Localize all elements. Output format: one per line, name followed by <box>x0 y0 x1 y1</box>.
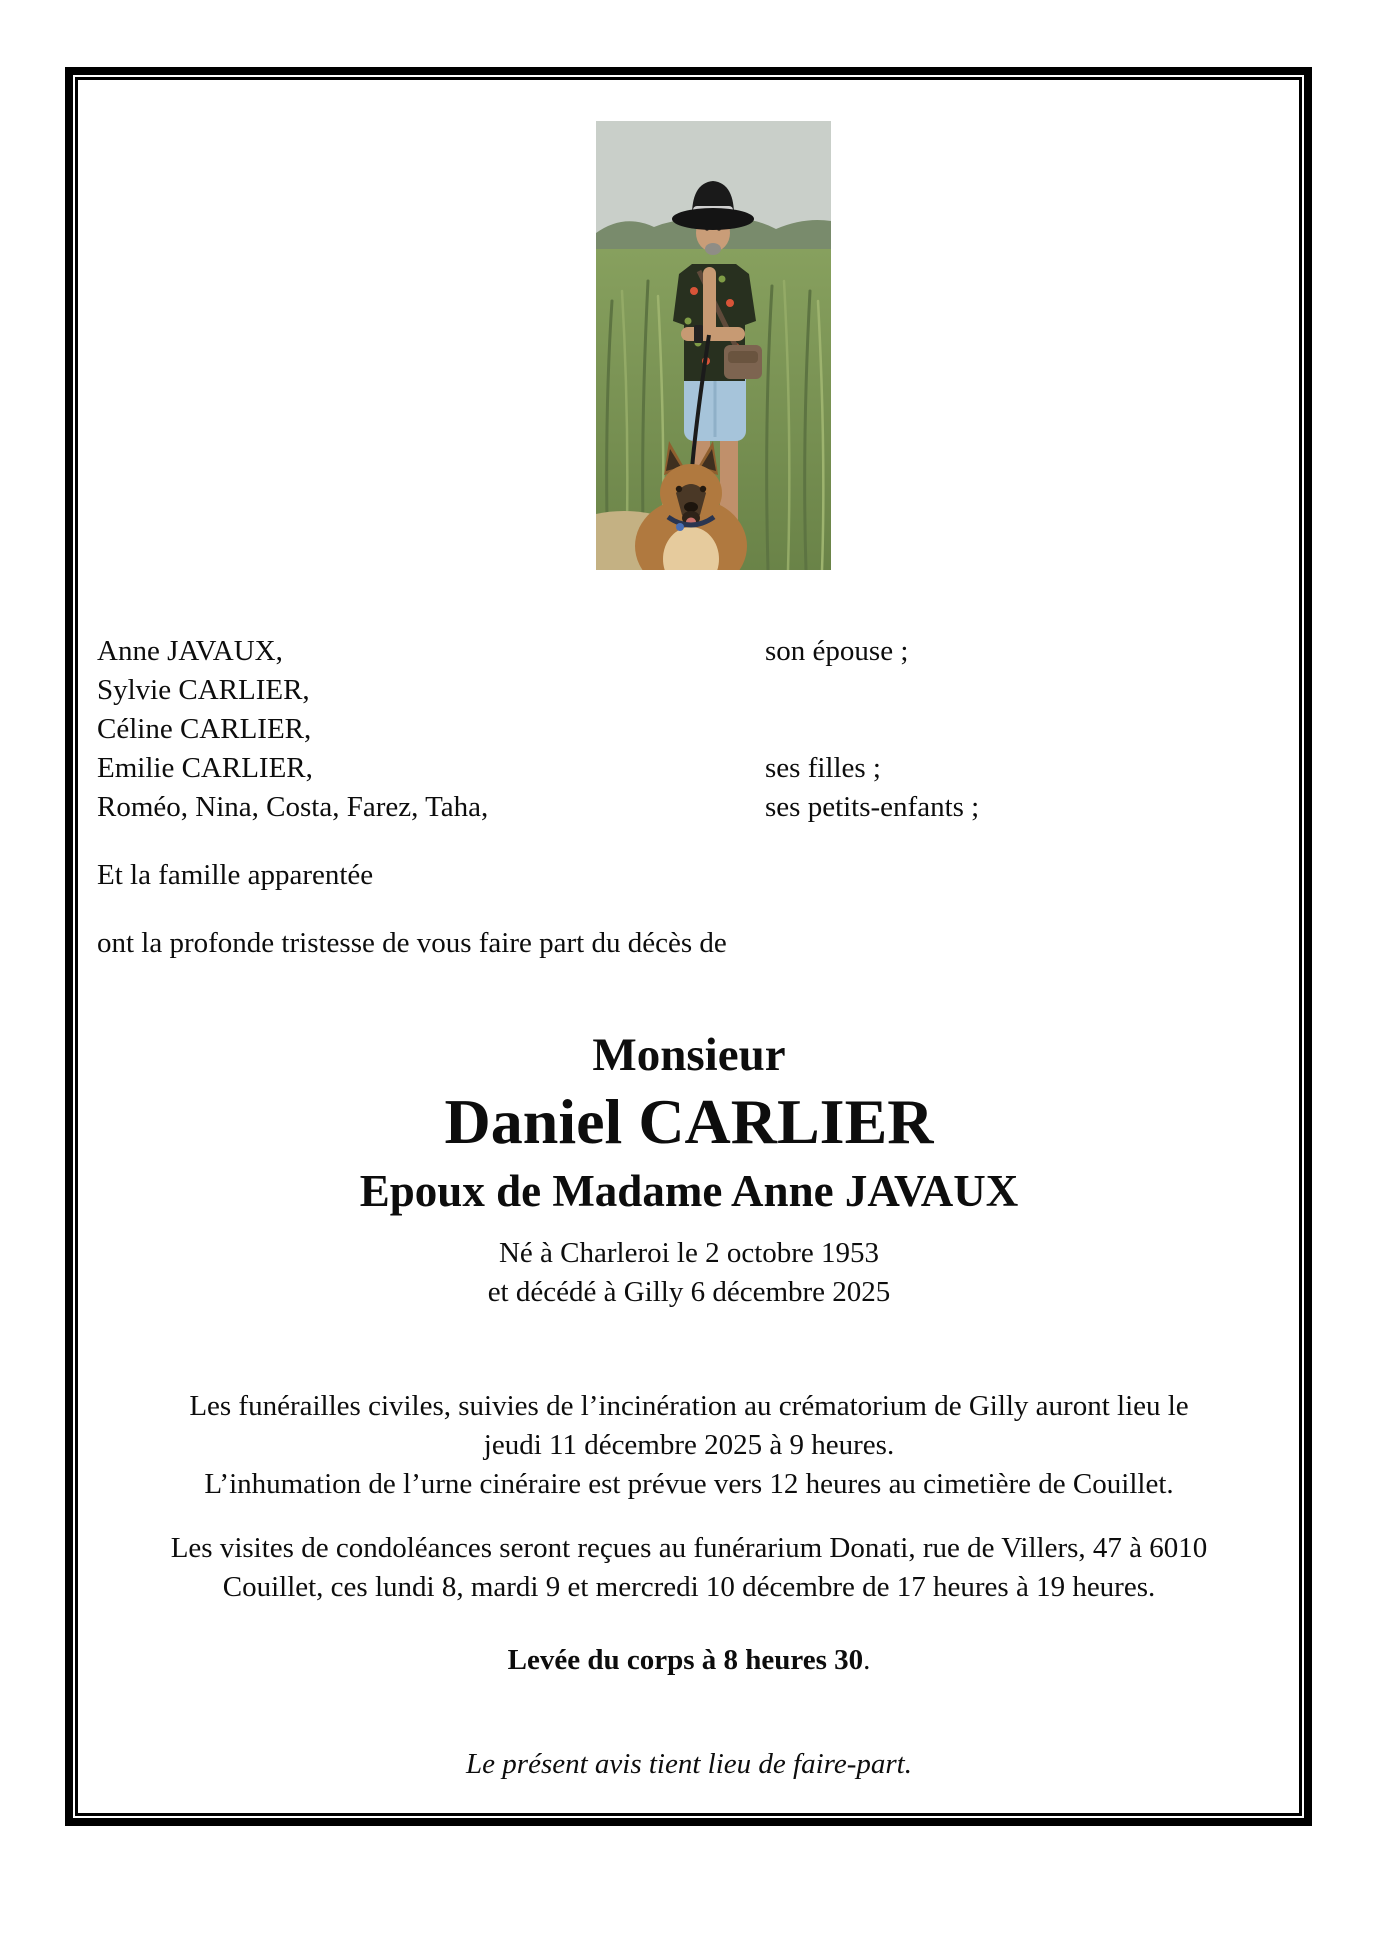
family-member-name: Anne JAVAUX, <box>97 635 283 667</box>
ceremony-line: L’inhumation de l’urne cinéraire est prévue vers 12 heures au cimetière de Couillet. <box>204 1468 1174 1500</box>
family-row <box>97 710 1277 749</box>
family-row <box>97 671 1277 710</box>
civility-title: Monsieur <box>592 1029 786 1081</box>
family-row <box>97 788 1277 827</box>
condolences-line: Couillet, ces lundi 8, mardi 9 et mercredi 10 décembre de 17 heures à 19 heures. <box>222 1571 1156 1603</box>
family-member-name: Emilie CARLIER, <box>97 752 313 784</box>
ceremony-paragraph <box>79 1387 1299 1504</box>
ceremony-line: Les funérailles civiles, suivies de l’incinération au crématorium de Gilly auront lieu le <box>189 1390 1189 1422</box>
body-removal-line <box>79 1641 1299 1680</box>
spouse-line: Epoux de Madame Anne JAVAUX <box>359 1166 1019 1216</box>
family-relation: ses petits-enfants ; <box>765 791 980 823</box>
body-removal-period: . <box>863 1644 871 1676</box>
announcement-line: ont la profonde tristesse de vous faire part du décès de <box>97 927 727 959</box>
family-member-name: Roméo, Nina, Costa, Farez, Taha, <box>97 791 489 823</box>
condolences-paragraph <box>79 1529 1299 1607</box>
portrait-photo <box>596 121 831 570</box>
family-member-name: Céline CARLIER, <box>97 713 312 745</box>
extended-family-line: Et la famille apparentée <box>97 859 374 891</box>
family-relation: son épouse ; <box>765 635 909 667</box>
goatee <box>705 243 721 255</box>
death-line: et décédé à Gilly 6 décembre 2025 <box>487 1276 891 1308</box>
ceremony-line: jeudi 11 décembre 2025 à 9 heures. <box>483 1429 895 1461</box>
family-row <box>97 632 1277 671</box>
family-relation: ses filles ; <box>765 752 881 784</box>
condolences-line: Les visites de condoléances seront reçues au funérarium Donati, rue de Villers, 47 à 6010 <box>170 1532 1208 1564</box>
deceased-name: Daniel CARLIER <box>444 1086 934 1157</box>
portrait-photo-illustration <box>596 121 831 570</box>
birth-line: Né à Charleroi le 2 octobre 1953 <box>498 1237 880 1269</box>
body-removal-bold-text: Levée du corps à 8 heures 30 <box>507 1644 864 1676</box>
family-names-block <box>97 632 1277 827</box>
closing-notice: Le présent avis tient lieu de faire-part. <box>466 1748 912 1780</box>
family-row <box>97 749 1277 788</box>
family-member-name: Sylvie CARLIER, <box>97 674 310 706</box>
